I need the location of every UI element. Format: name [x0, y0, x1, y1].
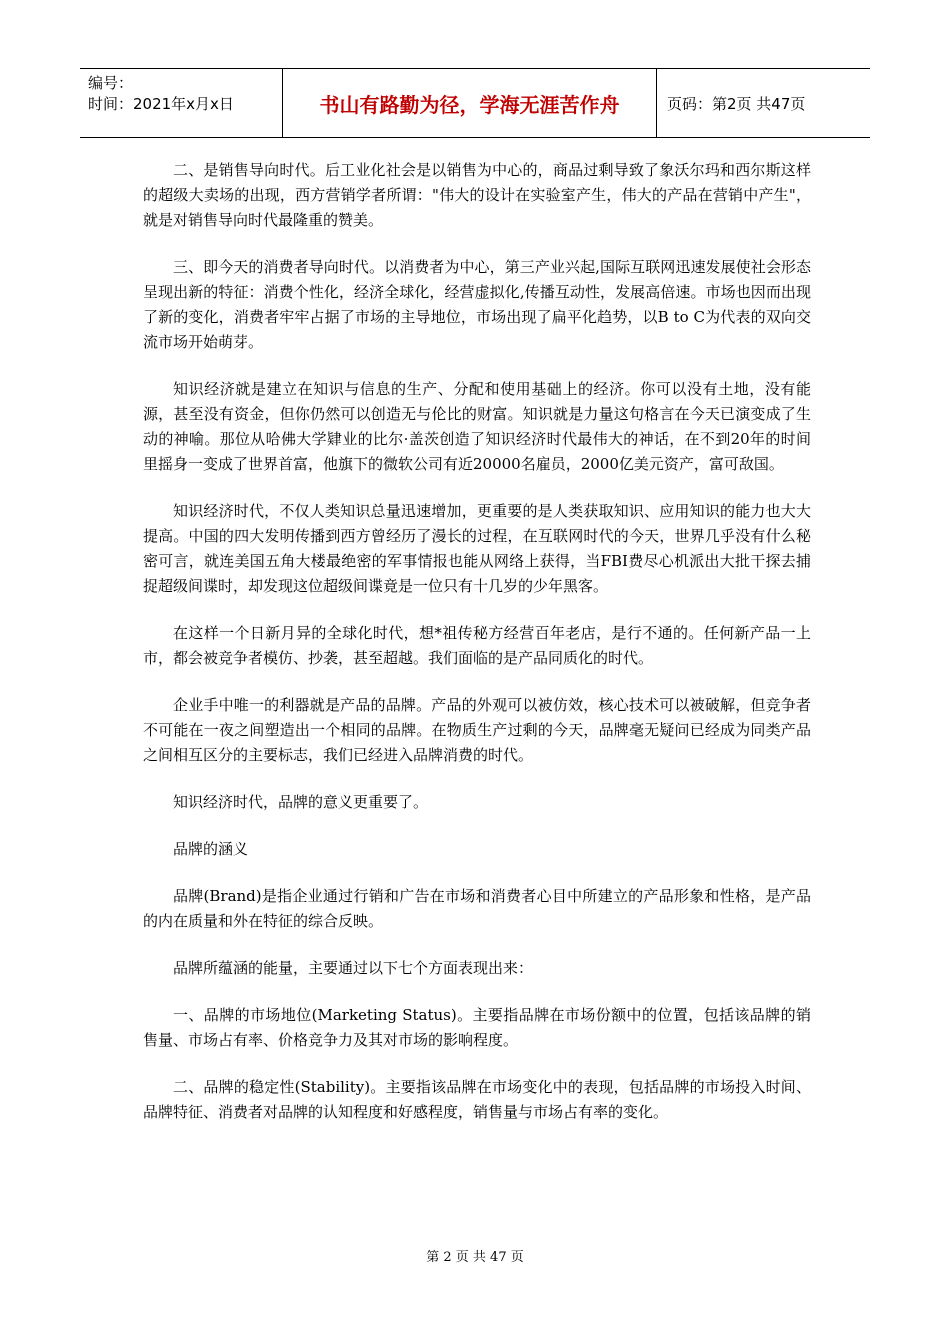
paragraph-sales-era: 二、是销售导向时代。后工业化社会是以销售为中心的，商品过剩导致了象沃尔玛和西尔斯这样的超级大卖场的出现，西方营销学者所谓："伟大的设计在实验室产生，伟大的产品在营销中产生"，就是对销售导向时代最隆重的赞美。 [143, 161, 811, 229]
date-line: 时间：2021年x月x日 [88, 95, 234, 113]
paragraph-brand-energy: 品牌所蕴涵的能量，主要通过以下七个方面表现出来： [173, 959, 534, 977]
paragraph-stability: 二、品牌的稳定性(Stability)。主要指该品牌在市场变化中的表现，包括品牌的市场投入时间、品牌特征、消费者对品牌的认知程度和好感程度，销售量与市场占有率的变化。 [143, 1078, 811, 1121]
page-footer: 第 2 页 共 47 页 [426, 1250, 524, 1265]
section-heading-brand-meaning: 品牌的涵义 [173, 840, 249, 858]
paragraph-globalization: 在这样一个日新月异的全球化时代，想*祖传秘方经营百年老店，是行不通的。任何新产品一上市，都会被竞争者模仿、抄袭，甚至超越。我们面临的是产品同质化的时代。 [143, 624, 811, 667]
paragraph-brand-importance: 知识经济时代，品牌的意义更重要了。 [173, 793, 429, 811]
paragraph-consumer-era: 三、即今天的消费者导向时代。以消费者为中心，第三产业兴起,国际互联网迅速发展使社会形态呈现出新的特征：消费个性化，经济全球化，经营虚拟化,传播互动性，发展高倍速。市场也因而出现了新的变化，消费者牢牢占据了市场的主导地位，市场出现了扁平化趋势，以B to C为代表的双向交流市场开始萌芽。 [143, 258, 811, 351]
paragraph-market-status: 一、品牌的市场地位(Marketing Status)。主要指品牌在市场份额中的位置，包括该品牌的销售量、市场占有率、价格竞争力及其对市场的影响程度。 [143, 1006, 811, 1049]
page-header [80, 68, 870, 138]
serial-number-label: 编号： [88, 74, 134, 92]
header-motto: 书山有路勤为径，学海无涯苦作舟 [283, 69, 657, 137]
paragraph-knowledge-ability: 知识经济时代，不仅人类知识总量迅速增加，更重要的是人类获取知识、应用知识的能力也大大提高。中国的四大发明传播到西方曾经历了漫长的过程，在互联网时代的今天，世界几乎没有什么秘密可言，就连美国五角大楼最绝密的军事情报也能从网络上获得，当FBI费尽心机派出大批干探去捕捉超级间谍时，却发现这位超级间谍竟是一位只有十几岁的少年黑客。 [143, 502, 811, 595]
header-meta [80, 69, 283, 137]
document-body [143, 158, 811, 1147]
header-page-info: 页码：第2页 共47页 [667, 94, 806, 113]
paragraph-brand-definition: 品牌(Brand)是指企业通过行销和广告在市场和消费者心目中所建立的产品形象和性格，是产品的内在质量和外在特征的综合反映。 [143, 887, 811, 930]
paragraph-brand-weapon: 企业手中唯一的利器就是产品的品牌。产品的外观可以被仿效，核心技术可以被破解，但竞争者不可能在一夜之间塑造出一个相同的品牌。在物质生产过剩的今天，品牌毫无疑问已经成为同类产品之间相互区分的主要标志，我们已经进入品牌消费的时代。 [143, 696, 811, 764]
paragraph-knowledge-economy: 知识经济就是建立在知识与信息的生产、分配和使用基础上的经济。你可以没有土地，没有能源，甚至没有资金，但你仍然可以创造无与伦比的财富。知识就是力量这句格言在今天已演变成了生动的神喻。那位从哈佛大学肄业的比尔·盖茨创造了知识经济时代最伟大的神话，在不到20年的时间里摇身一变成了世界首富，他旗下的微软公司有近20000名雇员，2000亿美元资产，富可敌国。 [143, 380, 811, 473]
